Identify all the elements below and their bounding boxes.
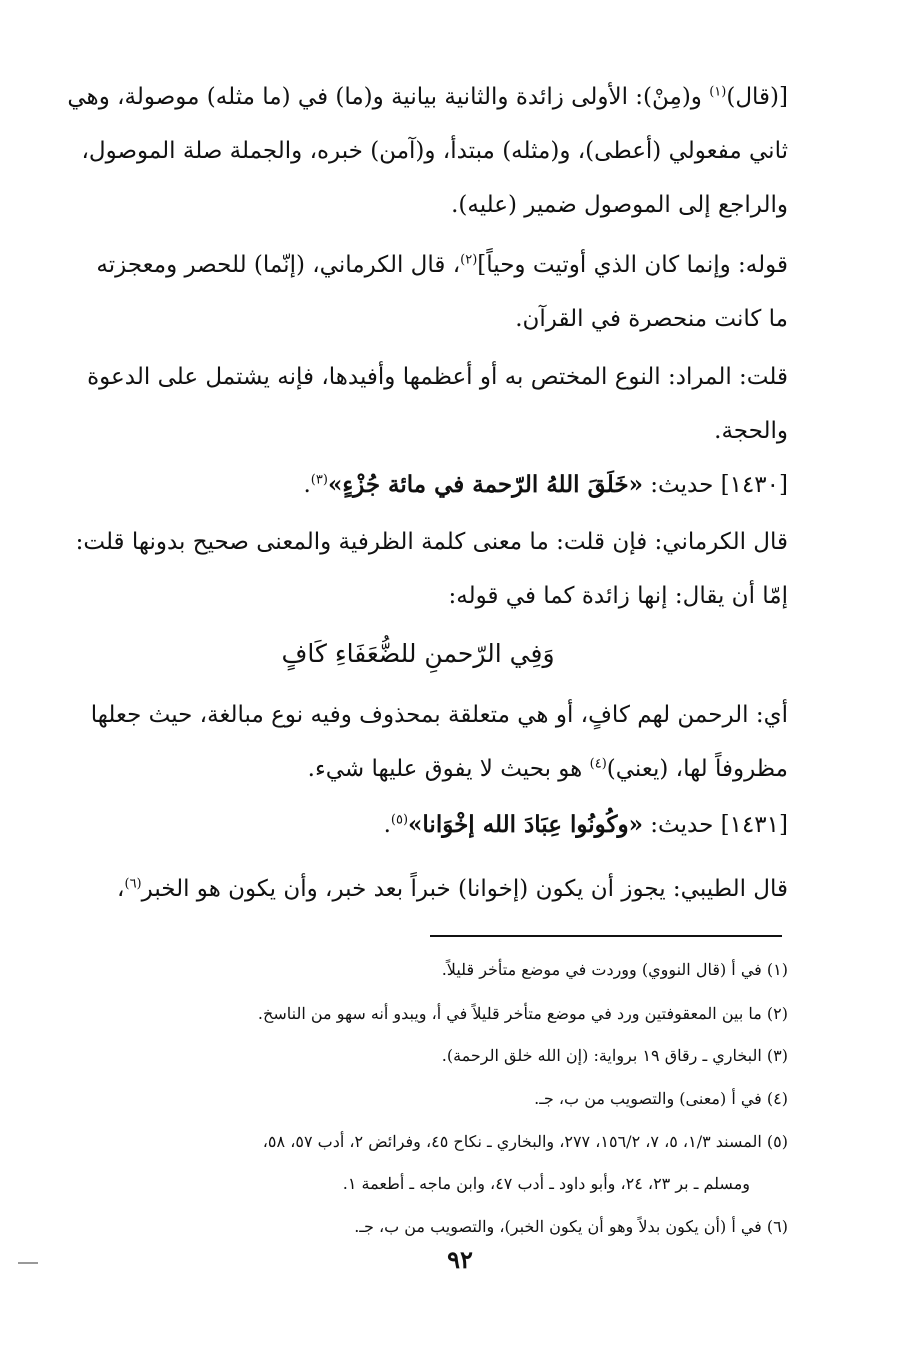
p6-line1-part-a: قال الطيبي: يجوز أن يكون (إخوانا) خبراً بعد خبر، وأن يكون هو الخبر [141,876,788,902]
footnote-ref-1[interactable]: (١) [709,84,727,100]
p1-line1-part-a: [(قال) [726,84,788,110]
hadith-1431-text: «وكُونُوا عِبَادَ الله إخْوَانا» [408,811,643,838]
footnote-2: (٢) ما بين المعقوفتين ورد في موضع متأخر قليلاً في أ، ويبدو أنه سهو من الناسخ. [257,1004,788,1023]
footnote-6: (٦) في أ (أن يكون بدلاً وهو أن يكون الخبر)، والتصويب من ب، جـ. [354,1217,788,1236]
footnote-ref-6[interactable]: (٦) [124,876,142,892]
poetry-verse [48,627,788,681]
paragraph-5 [48,688,788,796]
footnote-1: (١) في أ (قال النووي) ووردت في موضع متأخر قليلاً. [441,960,788,979]
footnote-4: (٤) في أ (معنى) والتصويب من ب، جـ. [534,1089,788,1108]
p3-line-1: قلت: المراد: النوع المختص به أو أعظمها وأفيدها، فإنه يشتمل على الدعوة [87,364,788,390]
p4-line-2: إمّا أن يقال: إنها زائدة كما في قوله: [448,583,788,609]
h2-line [48,798,788,852]
page-number: ٩٢ [447,1245,473,1274]
p5-line2-part-b: هو بحيث لا يفوق عليها شيء. [307,756,590,782]
p5-line-1: أي: الرحمن لهم كافٍ، أو هي متعلقة بمحذوف وفيه نوع مبالغة، حيث جعلها [90,702,788,728]
p2-line1-part-a: قوله: وإنما كان الذي أوتيت وحياً] [477,252,788,278]
p1-line-1 [48,70,788,124]
h1-line [48,458,788,512]
p6-line1-part-b: ، [117,876,125,902]
p3-line-2: والحجة. [714,418,788,444]
paragraph-4 [48,515,788,623]
paragraph-6 [48,862,788,916]
hadith-1430-heading [48,458,788,512]
hadith-1430-text: «خَلَقَ اللهُ الرّحمة في مائة جُزْءٍ» [327,471,643,498]
p2-line-2: ما كانت منحصرة في القرآن. [515,306,788,332]
p1-line-2: ثاني مفعولي (أعطى)، و(مثله) مبتدأ، و(آمن) خبره، والجملة صلة الموصول، [81,138,788,164]
p5-line-2 [48,742,788,796]
footnote-ref-5[interactable]: (٥) [390,812,409,828]
footnote-5-line-1: (٥) المسند ١/٣، ٥، ٧، ١٥٦/٢، ٢٧٧، والبخاري ـ نكاح ٤٥، وفرائض ٢، أدب ٥٧، ٥٨، [262,1132,788,1151]
paragraph-1 [48,70,788,232]
footnote-3: (٣) البخاري ـ رقاق ١٩ برواية: (إن الله خلق الرحمة). [441,1046,788,1065]
p6-line-1 [48,862,788,916]
footnote-5-line-2: ومسلم ـ بر ٢٣، ٢٤، وأبو داود ـ أدب ٤٧، وابن ماجه ـ أطعمة ١. [342,1174,750,1193]
verse-line: وَفِي الرّحمنِ للضُّعَفَاءِ كَافٍ [281,639,555,668]
h1-end-punct: . [303,472,311,498]
p4-line-1: قال الكرماني: فإن قلت: ما معنى كلمة الظرفية والمعنى صحيح بدونها قلت: [75,529,788,555]
p2-line1-part-b: ، قال الكرماني، (إنّما) للحصر ومعجزته [96,252,461,278]
paragraph-3 [48,350,788,458]
footnote-ref-3[interactable]: (٣) [310,472,328,488]
p5-line2-part-a: مظروفاً لها، (يعني) [606,756,788,782]
footnote-ref-4[interactable]: (٤) [589,756,607,772]
hadith-number-1431: [١٤٣١] حديث: [642,812,788,838]
p2-line-1 [48,238,788,292]
h2-end-punct: . [383,812,391,838]
p1-line1-part-b: و(مِنْ): الأولى زائدة والثانية بيانية و(ما) في (ما مثله) موصولة، وهي [67,84,710,110]
paragraph-2 [48,238,788,346]
hadith-number-1430: [١٤٣٠] حديث: [642,472,788,498]
hadith-1431-heading [48,798,788,852]
p1-line-3: والراجع إلى الموصول ضمير (عليه). [451,192,788,218]
footnote-ref-2[interactable]: (٢) [460,252,478,268]
footnote-divider [430,935,782,937]
scan-mark [18,1262,38,1264]
